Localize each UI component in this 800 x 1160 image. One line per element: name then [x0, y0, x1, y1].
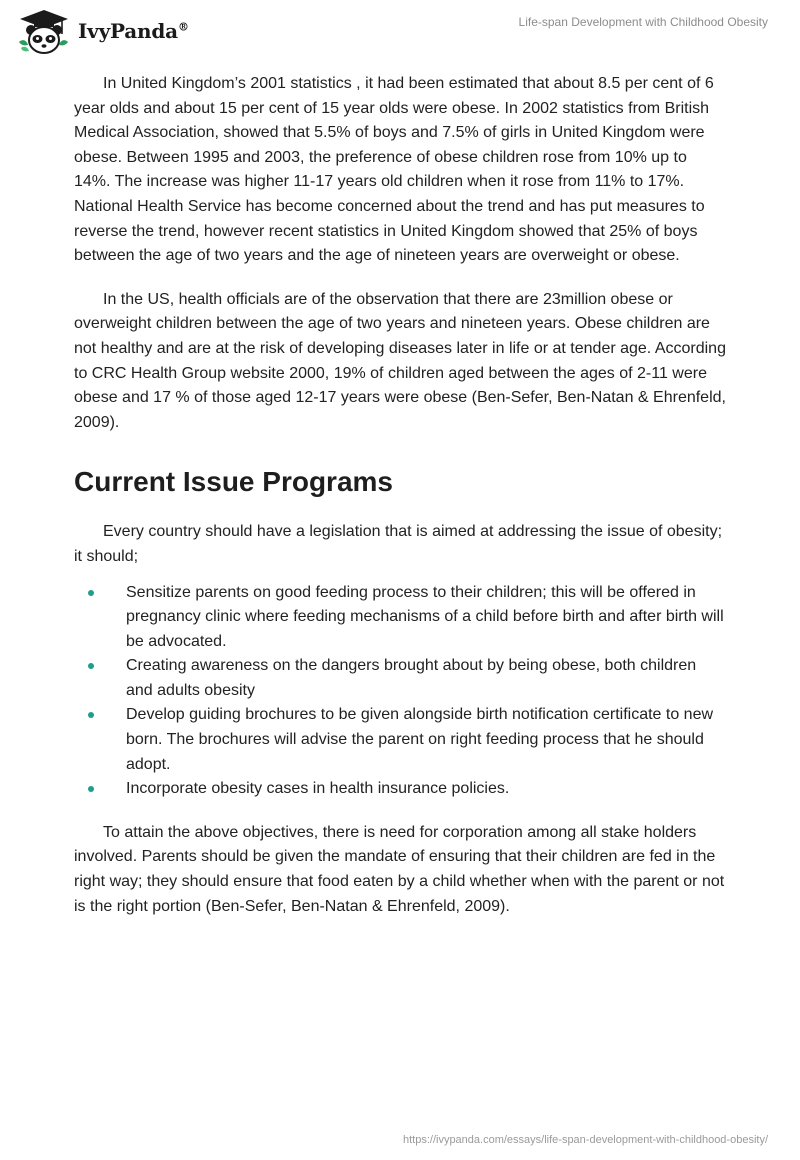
- list-item-text: Develop guiding brochures to be given alongside birth notification certificate to new born. The brochures will advise the parent on right feeding process that he should adopt.: [126, 706, 714, 773]
- panda-graduate-icon: [16, 8, 72, 56]
- paragraph-legislation-intro: Every country should have a legislation that is aimed at addressing the issue of obesity; it should;: [74, 523, 723, 565]
- bullet-dot-icon: [88, 786, 94, 792]
- list-item-text: Creating awareness on the dangers brought about by being obese, both children and adults obesity: [126, 657, 697, 699]
- paragraph-us-statistics: In the US, health officials are of the observation that there are 23million obese or overweight children between the age of two years and nineteen years. Obese children are not healthy and are at the risk of developing diseases later in life or at tender age. According to CRC Health Group website 2000, 19% of children aged between the ages of 2-11 were obese and 17 % of those aged 12-17 years were obese (Ben-Sefer, Ben-Natan & Ehrenfeld, 2009).: [74, 290, 726, 431]
- source-url[interactable]: https://ivypanda.com/essays/life-span-development-with-childhood-obesity/: [402, 1134, 768, 1146]
- legislation-bullet-list: [74, 581, 726, 802]
- paragraph-conclusion: To attain the above objectives, there is need for corporation among all stake holders involved. Parents should be given the mandate of ensuring that their children are fed in the right way; they should ensure that food eaten by a child whether when with the parent or not is the right portion (Ben-Sefer, Ben-Natan & Ehrenfeld, 2009).: [74, 823, 725, 915]
- registered-mark: ®: [177, 20, 189, 34]
- section-heading: Current Issue Programs: [74, 466, 393, 498]
- bullet-dot-icon: [88, 663, 94, 669]
- paragraph-uk-statistics: In United Kingdom’s 2001 statistics , it had been estimated that about 8.5 per cent of 6 year olds and about 15 per cent of 15 year olds were obese. In 2002 statistics from British Medical Association, showed that 5.5% of boys and 7.5% of girls in United Kingdom were obese. Between 1995 and 2003, the preference of obese children rose from 10% up to 14%. The increase was higher 11-17 years old children when it rose from 11% to 17%. National Health Service has become concerned about the trend and has put measures to reverse the trend, however recent statistics in United Kingdom showed that 25% of boys between the age of two years and the age of nineteen years are overweight or obese.: [74, 75, 714, 265]
- bullet-dot-icon: [88, 590, 94, 596]
- bullet-dot-icon: [88, 712, 94, 718]
- list-item-text: Incorporate obesity cases in health insurance policies.: [126, 780, 510, 798]
- ivypanda-logo[interactable]: [16, 8, 189, 56]
- list-item: [74, 654, 726, 703]
- list-item: [74, 581, 726, 655]
- list-item-text: Sensitize parents on good feeding process to their children; this will be offered in pregnancy clinic where feeding mechanisms of a child before birth and after birth will be advocated.: [126, 583, 724, 650]
- page-header: [0, 0, 800, 66]
- list-item: [74, 777, 726, 802]
- brand-name: IvyPanda®: [78, 19, 189, 43]
- list-item: [74, 703, 726, 777]
- essay-body: [74, 72, 726, 919]
- running-title: Life-span Development with Childhood Obesity: [518, 15, 768, 29]
